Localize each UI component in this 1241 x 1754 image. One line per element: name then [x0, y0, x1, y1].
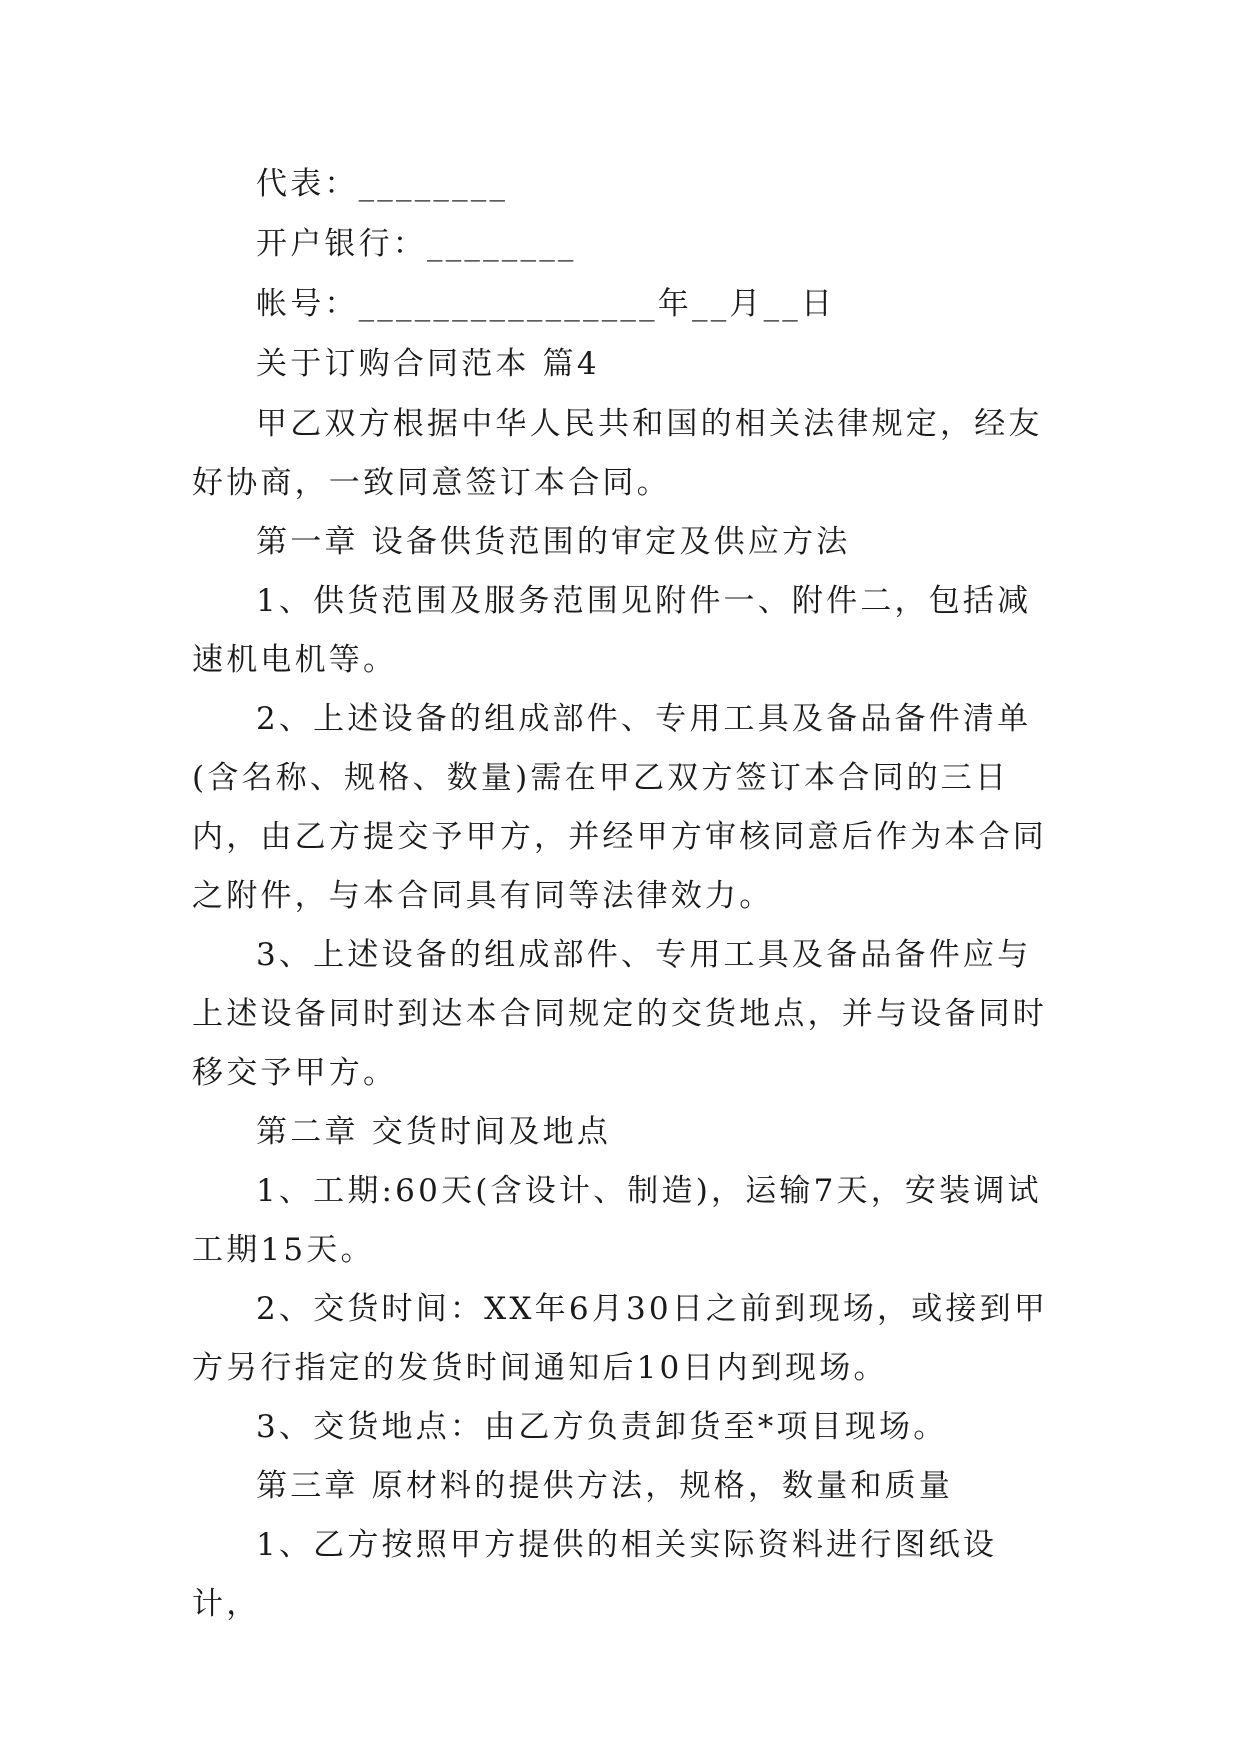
chapter-heading: 第一章 设备供货范围的审定及供应方法 [256, 524, 851, 560]
field-label: 开户银行： [256, 226, 427, 262]
field-blank: ________ [427, 226, 577, 262]
field-blank: ________________年__月__日 [358, 286, 836, 322]
field-blank: ________ [358, 166, 509, 202]
chapter-heading: 第三章 原材料的提供方法，规格，数量和质量 [256, 1468, 954, 1504]
paragraph: 1、供货范围及服务范围见附件一、附件二，包括减速机电机等。 [192, 583, 1032, 678]
field-label: 帐号： [256, 286, 359, 322]
paragraph: 1、工期:60天(含设计、制造)，运输7天，安装调试工期15天。 [192, 1173, 1042, 1268]
paragraph-intro: 甲乙双方根据中华人民共和国的相关法律规定，经友好协商，一致同意签订本合同。 [192, 406, 1043, 501]
paragraph: 2、交货时间：XX年6月30日之前到现场，或接到甲方另行指定的发货时间通知后10日内到现场。 [192, 1291, 1049, 1386]
paragraph: 1、乙方按照甲方提供的相关实际资料进行图纸设计， [192, 1527, 998, 1622]
paragraph: 2、上述设备的组成部件、专用工具及备品备件清单(含名称、规格、数量)需在甲乙双方签订本合同的三日内，由乙方提交予甲方，并经甲方审核同意后作为本合同之附件，与本合同具有同等法律效力。 [192, 701, 1047, 914]
chapter-heading: 第二章 交货时间及地点 [256, 1114, 612, 1150]
section-title: 关于订购合同范本 篇4 [256, 346, 600, 382]
representative-field [192, 155, 1060, 215]
field-label: 代表： [256, 166, 359, 202]
paragraph: 3、上述设备的组成部件、专用工具及备品备件应与上述设备同时到达本合同规定的交货地点，并与设备同时移交予甲方。 [192, 937, 1047, 1091]
bank-field [192, 215, 1060, 275]
account-field [192, 275, 1060, 335]
document-body [192, 155, 1060, 1634]
paragraph: 3、交货地点：由乙方负责卸货至*项目现场。 [256, 1409, 948, 1445]
